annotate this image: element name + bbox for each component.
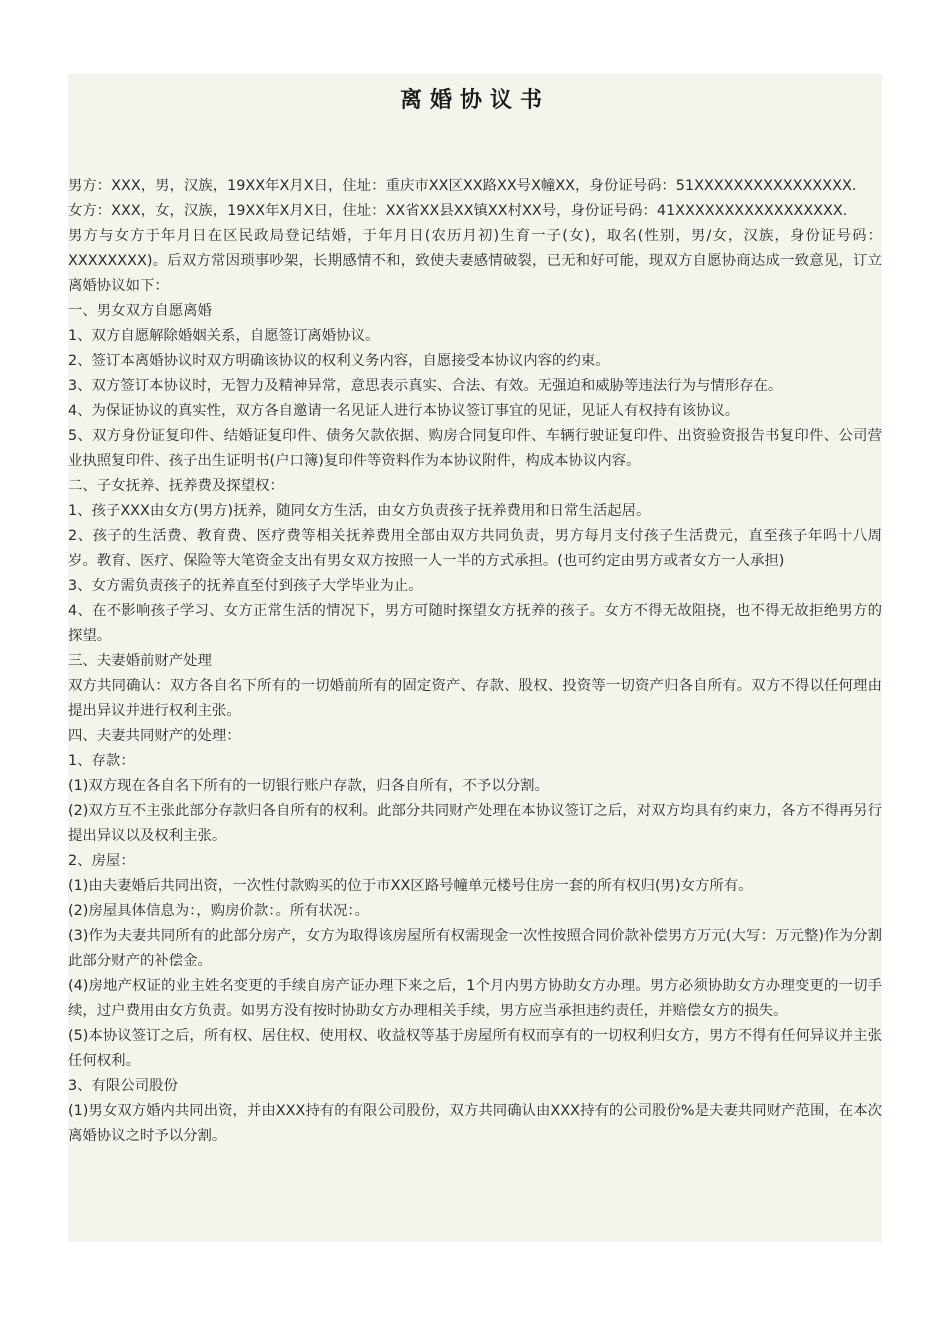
clause: (3)作为夫妻共同所有的此部分房产，女方为取得该房屋所有权需现金一次性按照合同价款补偿男方万元(大写：万元整)作为分割此部分财产的补偿金。 [68,928,882,969]
subsection-heading: 2、房屋： [68,853,135,869]
clause: (2)房屋具体信息为：，购房价款：。所有状况：。 [68,903,369,919]
clause: (4)房地产权证的业主姓名变更的手续自房产证办理下来之后，1个月内男方协助女方办理。男方必须协助女方办理变更的一切手续，过户费用由女方负责。如男方没有按时协助女方办理相关手续，男方应当承担违约责任，并赔偿女方的损失。 [68,978,882,1019]
clause: 4、为保证协议的真实性，双方各自邀请一名见证人进行本协议签订事宜的见证，见证人有权持有该协议。 [68,403,740,419]
clause: (2)双方互不主张此部分存款归各自所有的权利。此部分共同财产处理在本协议签订之后，对双方均具有约束力，各方不得再另行提出异议以及权利主张。 [68,803,882,844]
clause: 1、孩子XXX由女方(男方)抚养，随同女方生活，由女方负责孩子抚养费用和日常生活起居。 [68,503,651,519]
section-heading-1: 一、男女双方自愿离婚 [68,303,212,319]
party-female: 女方：XXX，女，汉族，19XX年X月X日，住址：XX省XX县XX镇XX村XX号，身份证号码：41XXXXXXXXXXXXXXXXX. [68,203,848,219]
party-male: 男方：XXX，男，汉族，19XX年X月X日，住址：重庆市XX区XX路XX号X幢XX，身份证号码：51XXXXXXXXXXXXXXXX. [68,178,857,194]
clause: 2、孩子的生活费、教育费、医疗费等相关抚养费用全部由双方共同负责，男方每月支付孩子生活费元，直至孩子年吗十八周岁。教育、医疗、保险等大笔资金支出有男女双方按照一人一半的方式承担。(也可约定由男方或者女方一人承担) [68,528,882,569]
section-heading-4: 四、夫妻共同财产的处理： [68,728,241,744]
clause: (1)男女双方婚内共同出资，并由XXX持有的有限公司股份，双方共同确认由XXX持有的公司股份%是夫妻共同财产范围，在本次离婚协议之时予以分割。 [68,1103,882,1144]
preamble-paragraph: 男方与女方于年月日在区民政局登记结婚，于年月日(农历月初)生育一子(女)，取名(性别，男/女，汉族，身份证号码：XXXXXXXX)。后双方常因琐事吵架，长期感情不和，致使夫妻感情破裂，已无和好可能，现双方自愿协商达成一致意见，订立离婚协议如下： [68,228,882,294]
subsection-heading: 1、存款： [68,753,135,769]
clause: (1)由夫妻婚后共同出资，一次性付款购买的位于市XX区路号幢单元楼号住房一套的所有权归(男)女方所有。 [68,878,753,894]
clause: 2、签订本离婚协议时双方明确该协议的权利义务内容，自愿接受本协议内容的约束。 [68,353,610,369]
document-body [68,174,882,1149]
document-title: 离婚协议书 [399,88,550,113]
section-heading-2: 二、子女抚养、抚养费及探望权： [68,478,284,494]
clause: 双方共同确认：双方各自名下所有的一切婚前所有的固定资产、存款、股权、投资等一切资产归各自所有。双方不得以任何理由提出异议并进行权利主张。 [68,678,882,719]
clause: 4、在不影响孩子学习、女方正常生活的情况下，男方可随时探望女方抚养的孩子。女方不得无故阻挠，也不得无故拒绝男方的探望。 [68,603,882,644]
subsection-heading: 3、有限公司股份 [68,1078,178,1094]
clause: 5、双方身份证复印件、结婚证复印件、债务欠款依据、购房合同复印件、车辆行驶证复印件、出资验资报告书复印件、公司营业执照复印件、孩子出生证明书(户口簿)复印件等资料作为本协议附件，构成本协议内容。 [68,428,882,469]
clause: 3、双方签订本协议时，无智力及精神异常，意思表示真实、合法、有效。无强迫和威胁等违法行为与情形存在。 [68,378,783,394]
document-page [68,74,882,1242]
clause: (5)本协议签订之后，所有权、居住权、使用权、收益权等基于房屋所有权而享有的一切权利归女方，男方不得有任何异议并主张任何权利。 [68,1028,882,1069]
section-heading-3: 三、夫妻婚前财产处理 [68,653,212,669]
clause: 3、女方需负责孩子的抚养直至付到孩子大学毕业为止。 [68,578,423,594]
clause: (1)双方现在各自名下所有的一切银行账户存款，归各自所有，不予以分割。 [68,778,549,794]
clause: 1、双方自愿解除婚姻关系，自愿签订离婚协议。 [68,328,380,344]
